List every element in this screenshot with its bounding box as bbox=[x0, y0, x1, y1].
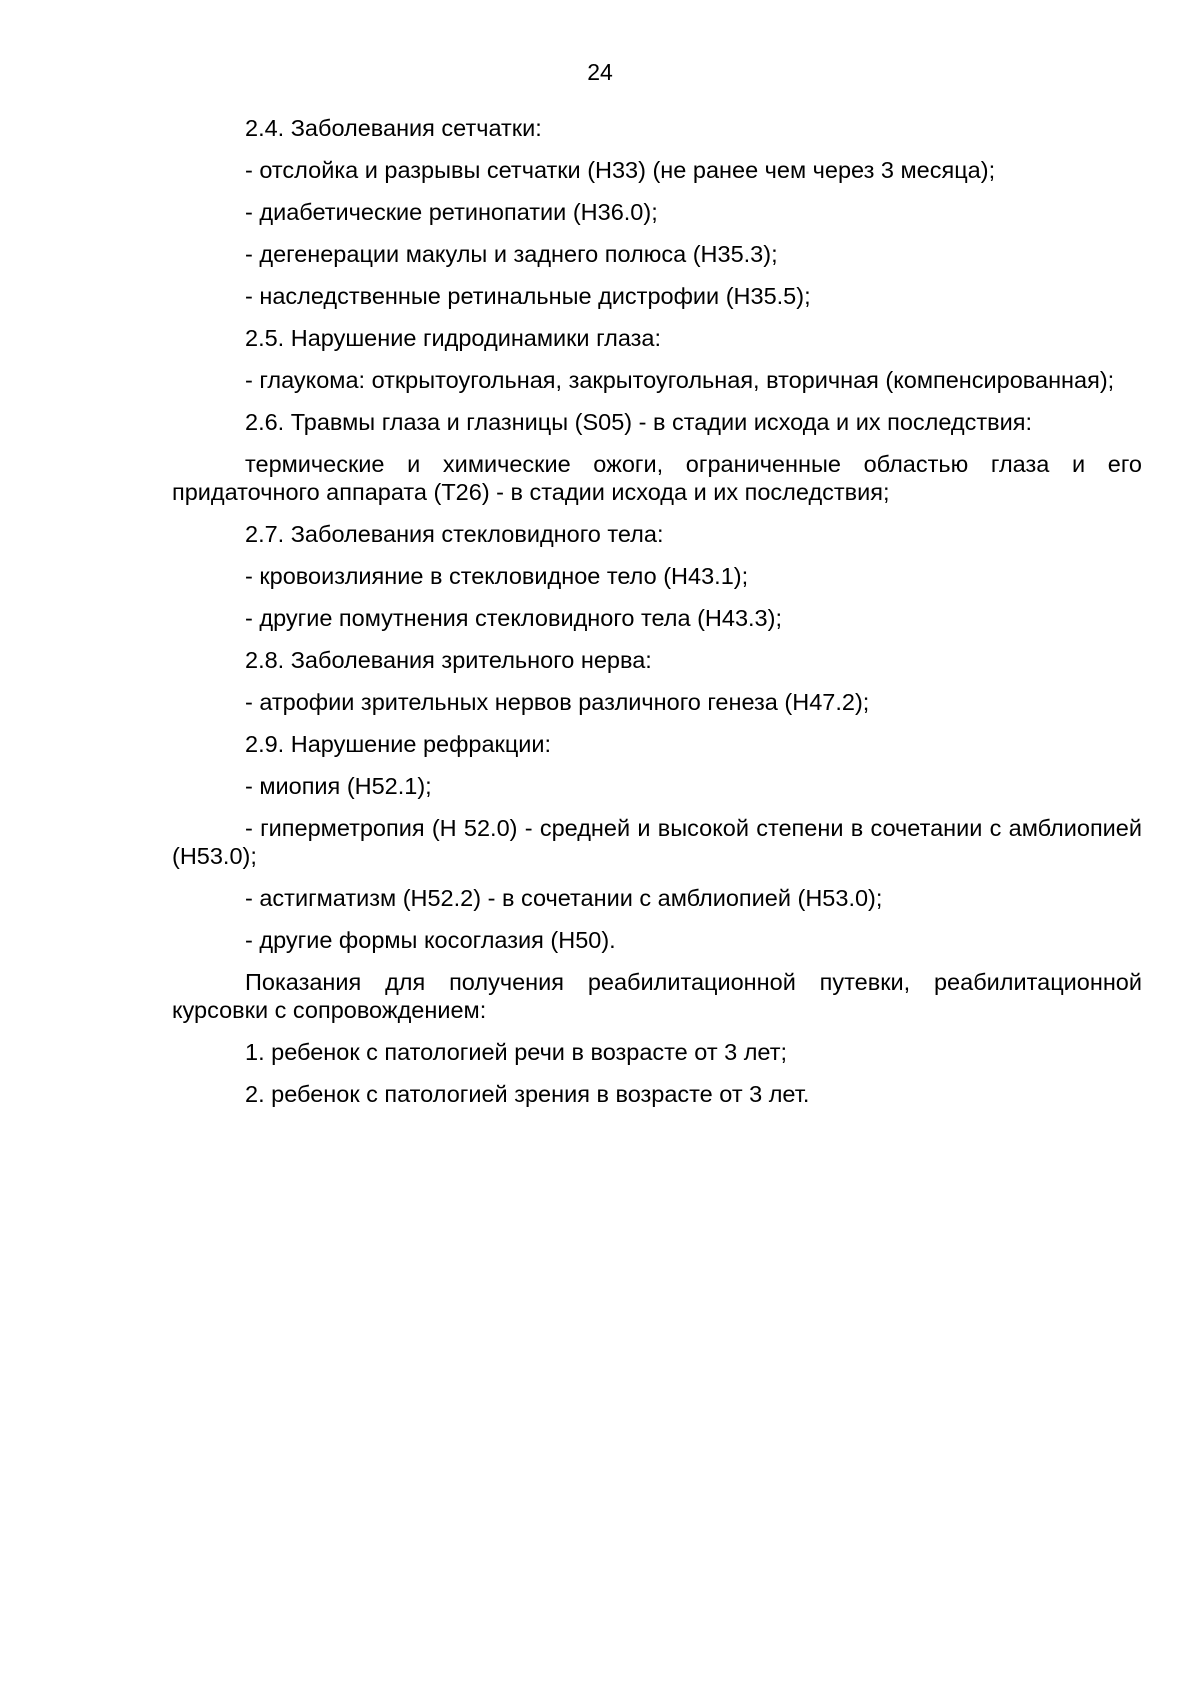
list-item: - отслойка и разрывы сетчатки (Н33) (не ранее чем через 3 месяца); bbox=[245, 157, 996, 183]
list-item: термические и химические ожоги, ограниченные областью глаза и его придаточного аппарата (Т26) - в стадии исхода и их последствия; bbox=[172, 451, 1142, 505]
section-heading-2-9: 2.9. Нарушение рефракции: bbox=[245, 731, 552, 757]
list-item: - гиперметропия (Н 52.0) - средней и высокой степени в сочетании с амблиопией (Н53.0); bbox=[172, 815, 1142, 869]
section-heading-2-4: 2.4. Заболевания сетчатки: bbox=[245, 115, 542, 141]
list-item: - глаукома: открытоугольная, закрытоугольная, вторичная (компенсированная); bbox=[245, 367, 1115, 393]
list-item: - миопия (Н52.1); bbox=[245, 773, 432, 799]
section-heading-2-7: 2.7. Заболевания стекловидного тела: bbox=[245, 521, 664, 547]
list-item: - диабетические ретинопатии (Н36.0); bbox=[245, 199, 658, 225]
section-heading-2-5: 2.5. Нарушение гидродинамики глаза: bbox=[245, 325, 662, 351]
document-body bbox=[172, 114, 1142, 1122]
indications-paragraph: Показания для получения реабилитационной путевки, реабилитационной курсовки с сопровождением: bbox=[172, 969, 1142, 1023]
numbered-item: 1. ребенок с патологией речи в возрасте от 3 лет; bbox=[245, 1039, 788, 1065]
list-item: - астигматизм (Н52.2) - в сочетании с амблиопией (Н53.0); bbox=[245, 885, 883, 911]
numbered-item: 2. ребенок с патологией зрения в возрасте от 3 лет. bbox=[245, 1081, 810, 1107]
list-item: - атрофии зрительных нервов различного генеза (Н47.2); bbox=[245, 689, 870, 715]
list-item: - кровоизлияние в стекловидное тело (Н43.1); bbox=[245, 563, 749, 589]
page-number: 24 bbox=[587, 59, 613, 85]
list-item: - другие помутнения стекловидного тела (Н43.3); bbox=[245, 605, 782, 631]
section-heading-2-8: 2.8. Заболевания зрительного нерва: bbox=[245, 647, 652, 673]
list-item: - дегенерации макулы и заднего полюса (Н35.3); bbox=[245, 241, 778, 267]
list-item: - наследственные ретинальные дистрофии (Н35.5); bbox=[245, 283, 811, 309]
section-heading-2-6: 2.6. Травмы глаза и глазницы (S05) - в стадии исхода и их последствия: bbox=[245, 409, 1032, 435]
list-item: - другие формы косоглазия (Н50). bbox=[245, 927, 616, 953]
